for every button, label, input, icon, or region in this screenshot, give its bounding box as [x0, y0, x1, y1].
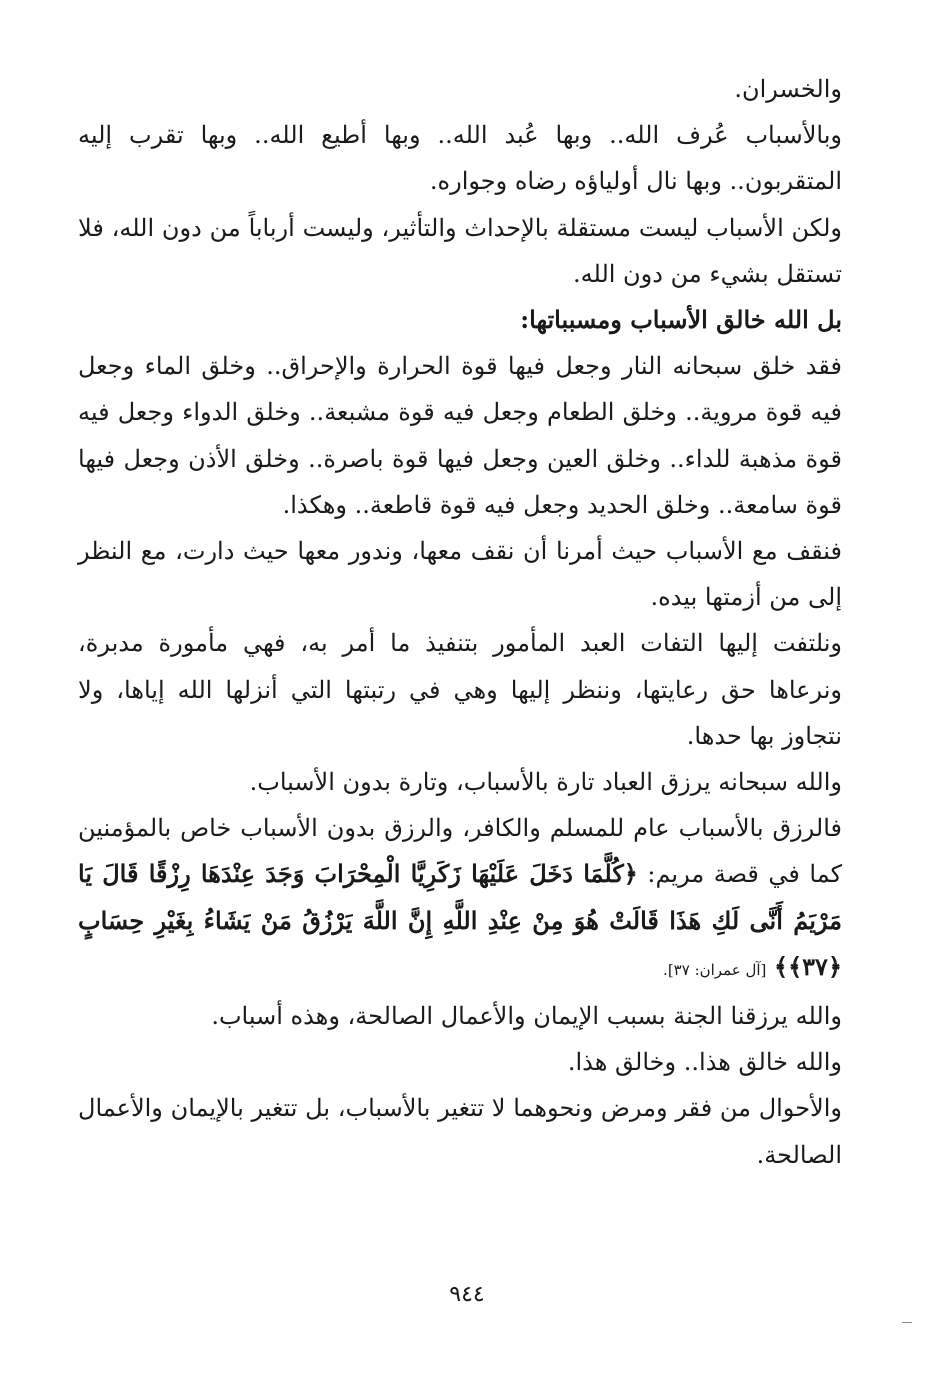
paragraph-creation-examples: فقد خلق سبحانه النار وجعل فيها قوة الحرارة والإحراق.. وخلق الماء وجعل فيه قوة مروية.. وخلق الطعام وجعل فيه قوة مشبعة.. وخلق الدواء وجعل فيه قوة مذهبة للداء.. وخلق العين وجعل فيها قوة باصرة.. وخلق الأذن وجعل فيها قوة سامعة.. وخلق الحديد وجعل فيه قوة قاطعة.. وهكذا.: [78, 352, 842, 519]
page-body-text: [78, 66, 842, 1178]
paragraph-stand-with-causes: فنقف مع الأسباب حيث أمرنا أن نقف معها، وندور معها حيث دارت، مع النظر إلى من أزمتها بيده.: [78, 537, 842, 612]
paragraph-creator: والله خالق هذا.. وخالق هذا.: [567, 1048, 842, 1077]
paragraph-conditions: والأحوال من فقر ومرض ونحوهما لا تتغير بالأسباب، بل تتغير بالإيمان والأعمال الصالحة.: [78, 1094, 842, 1169]
paragraph-turn-to-causes: ونلتفت إليها التفات العبد المأمور بتنفيذ ما أمر به، فهي مأمورة مدبرة، ونرعاها حق رعايتها، وننظر إليها وهي في رتبتها التي أنزلها الله إياها، ولا نتجاوز بها حدها.: [78, 629, 842, 750]
edge-mark: [902, 1322, 912, 1323]
paragraph-causes-known: وبالأسباب عُرف الله.. وبها عُبد الله.. وبها أطيع الله.. وبها تقرب إليه المتقربون.. وبها نال أولياؤه رضاه وجواره.: [78, 121, 842, 196]
paragraph-causes-not-independent: ولكن الأسباب ليست مستقلة بالإحداث والتأثير، وليست أرباباً من دون الله، فلا تستقل بشيء من دون الله.: [78, 213, 842, 288]
provision-intro-text: فالرزق بالأسباب عام للمسلم والكافر، والرزق بدون الأسباب خاص بالمؤمنين كما في قصة مريم:: [78, 814, 843, 889]
paragraph-provision: والله سبحانه يرزق العباد تارة بالأسباب، وتارة بدون الأسباب.: [249, 768, 842, 797]
paragraph-provision-quran: [78, 805, 842, 993]
page-number: ٩٤٤: [449, 1282, 485, 1307]
paragraph-loss: والخسران.: [734, 75, 842, 103]
paragraph-paradise: والله يرزقنا الجنة بسبب الإيمان والأعمال الصالحة، وهذه أسباب.: [211, 1002, 842, 1031]
verse-reference: [آل عمران: ٣٧].: [663, 960, 767, 979]
quran-verse: ﴿كُلَّمَا دَخَلَ عَلَيْهَا زَكَرِيَّا الْمِحْرَابَ وَجَدَ عِنْدَهَا رِزْقًا قَالَ يَا مَرْيَمُ أَنَّى لَكِ هَذَا قَالَتْ هُوَ مِنْ عِنْدِ اللَّهِ إِنَّ اللَّهَ يَرْزُقُ مَنْ يَشَاءُ بِغَيْرِ حِسَابٍ ﴿٣٧﴾﴾: [78, 859, 842, 981]
section-heading: بل الله خالق الأسباب ومسبباتها:: [520, 305, 842, 335]
